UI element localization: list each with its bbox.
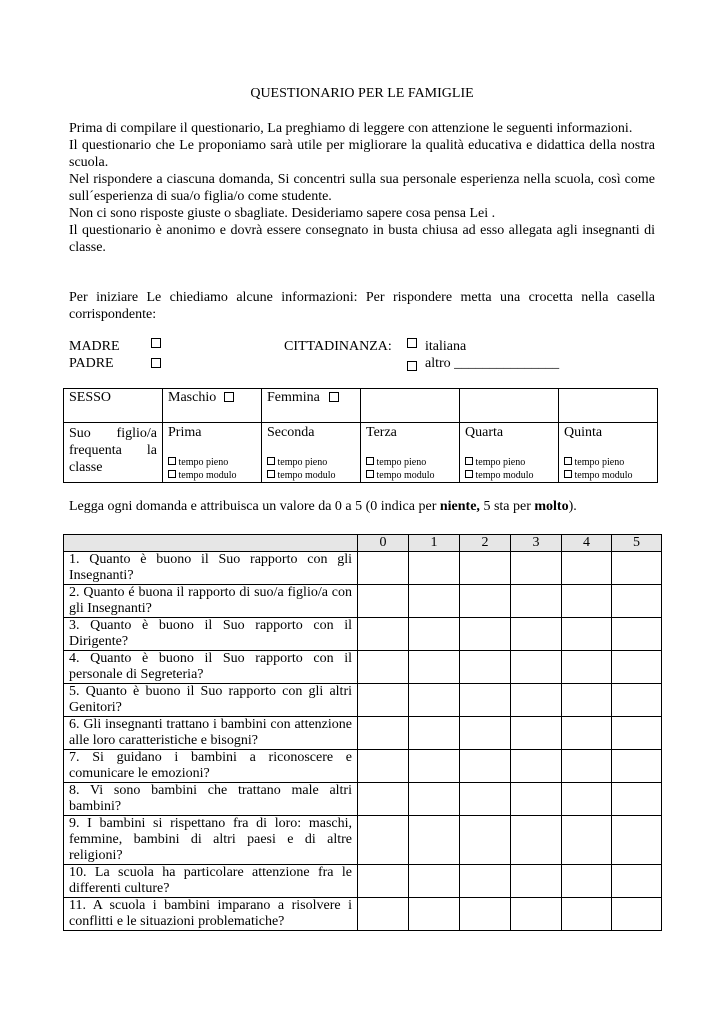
intro-paragraph: Non ci sono risposte giuste o sbagliate. Desideriamo sapere cosa pensa Lei . xyxy=(69,206,496,221)
rating-cell-1[interactable] xyxy=(409,717,460,750)
italiana-label: italiana xyxy=(425,339,467,354)
maschio-checkbox[interactable] xyxy=(224,392,234,402)
madre-label: MADRE xyxy=(69,339,120,354)
maschio-label: Maschio xyxy=(168,390,217,405)
intro-paragraph: Il questionario è anonimo e dovrà essere consegnato in busta chiusa ad esso allegata agli insegnanti di classe. xyxy=(69,223,655,255)
question-row xyxy=(64,783,662,816)
rating-cell-0[interactable] xyxy=(358,783,409,816)
class-name: Quinta xyxy=(564,425,603,440)
rating-cell-3[interactable] xyxy=(511,552,562,585)
rating-cell-5[interactable] xyxy=(612,816,662,865)
class-cell-quinta[interactable] xyxy=(559,423,658,483)
question-text: 6. Gli insegnanti trattano i bambini con attenzione alle loro caratteristiche e bisogni? xyxy=(64,717,358,750)
tempo-pieno-option[interactable] xyxy=(366,456,454,469)
header-empty-cell xyxy=(64,535,358,552)
rating-cell-0[interactable] xyxy=(358,618,409,651)
rating-cell-3[interactable] xyxy=(511,750,562,783)
rating-cell-1[interactable] xyxy=(409,898,460,931)
class-name: Terza xyxy=(366,425,397,440)
question-text: 11. A scuola i bambini imparano a risolvere i conflitti e le situazioni problematiche? xyxy=(64,898,358,931)
tempo-modulo-label: tempo modulo xyxy=(376,470,435,481)
sex-maschio-cell[interactable] xyxy=(163,389,262,423)
class-name: Seconda xyxy=(267,425,315,440)
tempo-pieno-checkbox[interactable] xyxy=(564,457,572,465)
rating-cell-3[interactable] xyxy=(511,865,562,898)
instruction-text: Legga ogni domanda e attribuisca un valore da 0 a 5 (0 indica per xyxy=(69,499,440,514)
rating-cell-5[interactable] xyxy=(612,684,662,717)
rating-cell-4[interactable] xyxy=(562,618,612,651)
citizenship-label: CITTADINANZA: xyxy=(284,339,392,354)
tempo-modulo-checkbox[interactable] xyxy=(465,470,473,478)
intro-text xyxy=(69,120,655,256)
tempo-pieno-label: tempo pieno xyxy=(574,457,625,468)
rating-cell-3[interactable] xyxy=(511,898,562,931)
rating-cell-3[interactable] xyxy=(511,585,562,618)
tempo-modulo-option[interactable] xyxy=(267,469,355,482)
instruction-bold-text: molto xyxy=(534,499,569,514)
question-text: 8. Vi sono bambini che trattano male altri bambini? xyxy=(64,783,358,816)
madre-checkbox[interactable] xyxy=(151,338,161,348)
rating-cell-1[interactable] xyxy=(409,618,460,651)
rating-cell-5[interactable] xyxy=(612,898,662,931)
rating-cell-0[interactable] xyxy=(358,717,409,750)
intro-paragraph: Prima di compilare il questionario, La preghiamo di leggere con attenzione le seguenti informazioni. xyxy=(69,121,633,136)
question-text: 3. Quanto è buono il Suo rapporto con il Dirigente? xyxy=(64,618,358,651)
rating-cell-1[interactable] xyxy=(409,750,460,783)
question-text: 4. Quanto è buono il Suo rapporto con il personale di Segreteria? xyxy=(64,651,358,684)
question-row xyxy=(64,585,662,618)
tempo-pieno-checkbox[interactable] xyxy=(465,457,473,465)
rating-cell-3[interactable] xyxy=(511,717,562,750)
rating-cell-4[interactable] xyxy=(562,651,612,684)
rating-cell-1[interactable] xyxy=(409,684,460,717)
question-row xyxy=(64,750,662,783)
rating-cell-1[interactable] xyxy=(409,585,460,618)
scale-header: 3 xyxy=(511,535,562,552)
altro-field[interactable]: altro _______________ xyxy=(425,356,560,371)
intro-paragraph: Il questionario che Le proponiamo sarà utile per migliorare la qualità educativa e didattica della nostra scuola. xyxy=(69,138,655,170)
rating-cell-1[interactable] xyxy=(409,552,460,585)
tempo-modulo-checkbox[interactable] xyxy=(267,470,275,478)
rating-cell-1[interactable] xyxy=(409,651,460,684)
rating-cell-2[interactable] xyxy=(460,651,511,684)
rating-cell-5[interactable] xyxy=(612,585,662,618)
question-text: 9. I bambini si rispettano fra di loro: maschi, femmine, bambini di altri paesi e di altre religioni? xyxy=(64,816,358,865)
italiana-checkbox[interactable] xyxy=(407,338,417,348)
page-title: QUESTIONARIO PER LE FAMIGLIE xyxy=(250,86,474,101)
tempo-modulo-option[interactable] xyxy=(465,469,553,482)
tempo-modulo-checkbox[interactable] xyxy=(564,470,572,478)
class-cell-quarta[interactable] xyxy=(460,423,559,483)
rating-cell-4[interactable] xyxy=(562,750,612,783)
tempo-pieno-label: tempo pieno xyxy=(178,457,229,468)
sex-femmina-cell[interactable] xyxy=(262,389,361,423)
empty-cell xyxy=(559,389,658,423)
question-text: 5. Quanto è buono il Suo rapporto con gli altri Genitori? xyxy=(64,684,358,717)
rating-cell-0[interactable] xyxy=(358,684,409,717)
rating-cell-1[interactable] xyxy=(409,816,460,865)
rating-cell-5[interactable] xyxy=(612,865,662,898)
tempo-pieno-label: tempo pieno xyxy=(277,457,328,468)
scale-header: 1 xyxy=(409,535,460,552)
scale-header: 4 xyxy=(562,535,612,552)
rating-cell-0[interactable] xyxy=(358,585,409,618)
rating-cell-5[interactable] xyxy=(612,717,662,750)
tempo-pieno-option[interactable] xyxy=(465,456,553,469)
tempo-modulo-option[interactable] xyxy=(366,469,454,482)
rating-cell-3[interactable] xyxy=(511,816,562,865)
rating-cell-2[interactable] xyxy=(460,717,511,750)
rating-header-row xyxy=(64,535,662,552)
instructions-text: Per iniziare Le chiediamo alcune informazioni: Per rispondere metta una crocetta nella casella corrispondente: xyxy=(69,290,655,322)
rating-cell-5[interactable] xyxy=(612,552,662,585)
rating-cell-4[interactable] xyxy=(562,552,612,585)
rating-cell-3[interactable] xyxy=(511,618,562,651)
altro-checkbox[interactable] xyxy=(407,361,417,371)
class-label: Suo figlio/a frequenta la classe xyxy=(64,423,163,483)
tempo-modulo-label: tempo modulo xyxy=(574,470,633,481)
class-name: Prima xyxy=(168,425,202,440)
rating-cell-2[interactable] xyxy=(460,783,511,816)
rating-cell-2[interactable] xyxy=(460,750,511,783)
student-info-table xyxy=(63,388,658,483)
rating-cell-0[interactable] xyxy=(358,651,409,684)
scale-header: 2 xyxy=(460,535,511,552)
padre-label: PADRE xyxy=(69,356,114,371)
tempo-modulo-label: tempo modulo xyxy=(178,470,237,481)
rating-cell-1[interactable] xyxy=(409,865,460,898)
rating-cell-2[interactable] xyxy=(460,865,511,898)
rating-cell-4[interactable] xyxy=(562,816,612,865)
rating-cell-3[interactable] xyxy=(511,684,562,717)
scale-header: 5 xyxy=(612,535,662,552)
question-row xyxy=(64,816,662,865)
tempo-pieno-option[interactable] xyxy=(168,456,256,469)
question-text: 7. Si guidano i bambini a riconoscere e comunicare le emozioni? xyxy=(64,750,358,783)
rating-cell-1[interactable] xyxy=(409,783,460,816)
rating-cell-5[interactable] xyxy=(612,651,662,684)
padre-checkbox[interactable] xyxy=(151,358,161,368)
rating-table xyxy=(63,534,662,931)
rating-cell-4[interactable] xyxy=(562,717,612,750)
rating-cell-5[interactable] xyxy=(612,783,662,816)
rating-cell-2[interactable] xyxy=(460,618,511,651)
rating-cell-0[interactable] xyxy=(358,865,409,898)
rating-cell-5[interactable] xyxy=(612,750,662,783)
rating-cell-4[interactable] xyxy=(562,585,612,618)
tempo-modulo-option[interactable] xyxy=(564,469,652,482)
empty-cell xyxy=(361,389,460,423)
rating-cell-2[interactable] xyxy=(460,684,511,717)
question-row xyxy=(64,618,662,651)
rating-cell-0[interactable] xyxy=(358,552,409,585)
rating-cell-5[interactable] xyxy=(612,618,662,651)
class-cell-prima[interactable] xyxy=(163,423,262,483)
question-row xyxy=(64,684,662,717)
rating-cell-4[interactable] xyxy=(562,865,612,898)
rating-cell-2[interactable] xyxy=(460,898,511,931)
scale-header: 0 xyxy=(358,535,409,552)
question-text: 2. Quanto é buona il rapporto di suo/a figlio/a con gli Insegnanti? xyxy=(64,585,358,618)
tempo-pieno-checkbox[interactable] xyxy=(168,457,176,465)
rating-cell-3[interactable] xyxy=(511,783,562,816)
rating-cell-0[interactable] xyxy=(358,816,409,865)
tempo-pieno-checkbox[interactable] xyxy=(267,457,275,465)
question-text: 10. La scuola ha particolare attenzione fra le differenti culture? xyxy=(64,865,358,898)
rating-cell-4[interactable] xyxy=(562,783,612,816)
rating-cell-2[interactable] xyxy=(460,585,511,618)
rating-cell-2[interactable] xyxy=(460,552,511,585)
tempo-modulo-label: tempo modulo xyxy=(475,470,534,481)
intro-paragraph: Nel rispondere a ciascuna domanda, Si concentri sulla sua personale esperienza nella scuola, così come sull´esperienza di sua/o figlia/o come studente. xyxy=(69,172,655,204)
empty-cell xyxy=(460,389,559,423)
rating-cell-4[interactable] xyxy=(562,684,612,717)
question-row xyxy=(64,552,662,585)
instruction-bold-text: niente, xyxy=(439,499,480,514)
tempo-pieno-option[interactable] xyxy=(267,456,355,469)
tempo-modulo-checkbox[interactable] xyxy=(168,470,176,478)
rating-cell-3[interactable] xyxy=(511,651,562,684)
question-text: 1. Quanto è buono il Suo rapporto con gli Insegnanti? xyxy=(64,552,358,585)
tempo-modulo-checkbox[interactable] xyxy=(366,470,374,478)
question-row xyxy=(64,898,662,931)
tempo-pieno-option[interactable] xyxy=(564,456,652,469)
sex-label: SESSO xyxy=(64,389,163,423)
tempo-pieno-checkbox[interactable] xyxy=(366,457,374,465)
femmina-checkbox[interactable] xyxy=(329,392,339,402)
rating-cell-2[interactable] xyxy=(460,816,511,865)
instruction-text: 5 sta per xyxy=(479,499,535,514)
question-row xyxy=(64,717,662,750)
class-cell-seconda[interactable] xyxy=(262,423,361,483)
rating-cell-0[interactable] xyxy=(358,750,409,783)
tempo-modulo-option[interactable] xyxy=(168,469,256,482)
femmina-label: Femmina xyxy=(267,390,320,405)
rating-instruction xyxy=(69,499,659,515)
question-row xyxy=(64,651,662,684)
tempo-pieno-label: tempo pieno xyxy=(376,457,427,468)
class-cell-terza[interactable] xyxy=(361,423,460,483)
class-name: Quarta xyxy=(465,425,504,440)
question-row xyxy=(64,865,662,898)
tempo-modulo-label: tempo modulo xyxy=(277,470,336,481)
tempo-pieno-label: tempo pieno xyxy=(475,457,526,468)
rating-cell-4[interactable] xyxy=(562,898,612,931)
instruction-text: ). xyxy=(568,499,577,514)
rating-cell-0[interactable] xyxy=(358,898,409,931)
